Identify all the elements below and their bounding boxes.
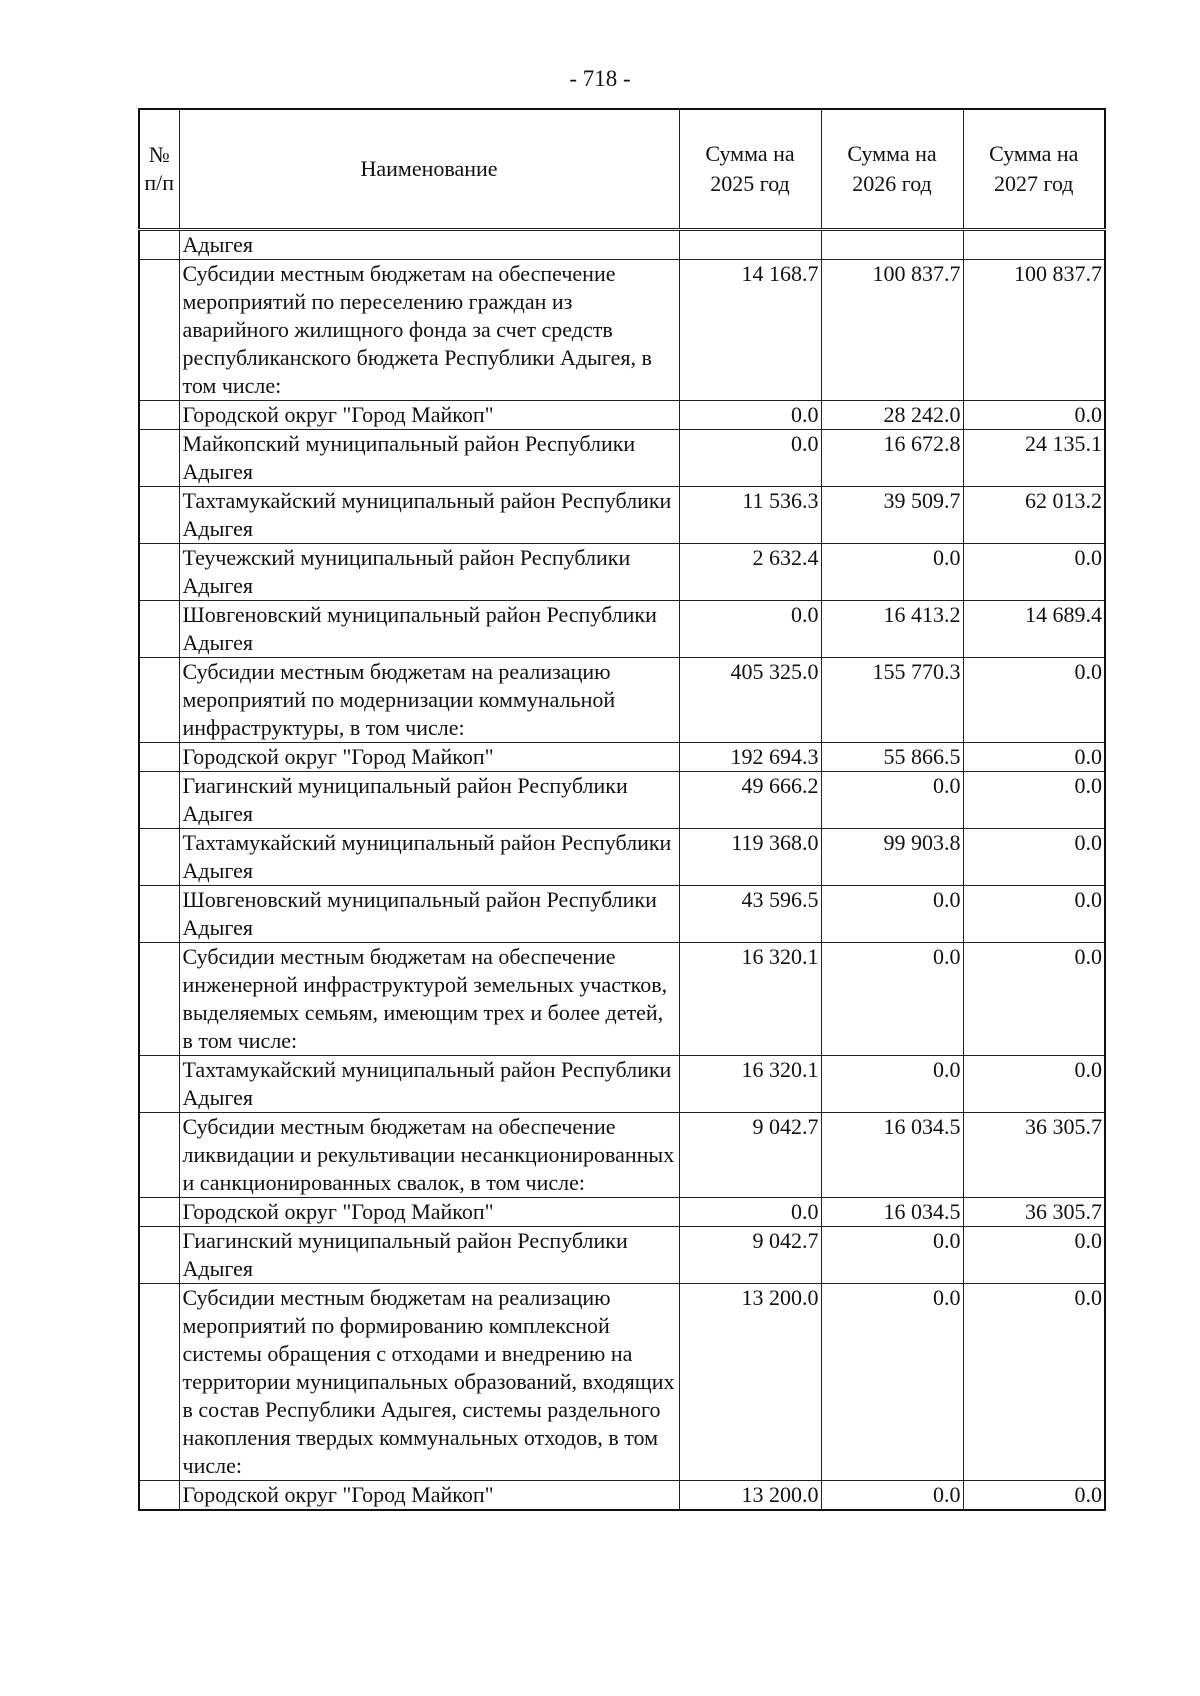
budget-table (138, 108, 1106, 1511)
row-number-cell (139, 1227, 179, 1284)
budget-table-container (138, 108, 1104, 1511)
row-sum-2026-cell: 16 034.5 (821, 1113, 963, 1198)
table-row (139, 1227, 1105, 1284)
row-number-cell (139, 260, 179, 401)
row-sum-2027-cell: 0.0 (963, 1056, 1105, 1113)
table-row (139, 1284, 1105, 1481)
row-sum-2026-cell: 100 837.7 (821, 260, 963, 401)
row-sum-2025-cell: 14 168.7 (679, 260, 821, 401)
row-number-cell (139, 1113, 179, 1198)
row-sum-2026-cell: 155 770.3 (821, 658, 963, 743)
row-sum-2027-cell: 0.0 (963, 943, 1105, 1056)
row-name-cell: Адыгея (179, 230, 679, 260)
row-sum-2025-cell: 0.0 (679, 430, 821, 487)
row-sum-2025-cell: 0.0 (679, 1198, 821, 1227)
row-name-cell: Субсидии местным бюджетам на обеспечение инженерной инфраструктурой земельных участков, выделяемых семьям, имеющим трех и более детей, в том числе: (179, 943, 679, 1056)
row-number-cell (139, 601, 179, 658)
row-name-cell: Субсидии местным бюджетам на обеспечение мероприятий по переселению граждан из аварийного жилищного фонда за счет средств республиканского бюджета Республики Адыгея, в том числе: (179, 260, 679, 401)
row-number-cell (139, 943, 179, 1056)
table-row (139, 601, 1105, 658)
row-sum-2025-cell: 16 320.1 (679, 1056, 821, 1113)
header-row (139, 109, 1105, 230)
row-sum-2025-cell: 9 042.7 (679, 1113, 821, 1198)
row-number-cell (139, 1056, 179, 1113)
row-number-cell (139, 1198, 179, 1227)
row-sum-2026-cell: 0.0 (821, 1284, 963, 1481)
row-sum-2027-cell: 0.0 (963, 1481, 1105, 1511)
table-row (139, 829, 1105, 886)
row-name-cell: Городской округ "Город Майкоп" (179, 1481, 679, 1511)
table-row (139, 260, 1105, 401)
row-sum-2027-cell: 0.0 (963, 658, 1105, 743)
row-sum-2026-cell: 39 509.7 (821, 487, 963, 544)
row-sum-2025-cell: 43 596.5 (679, 886, 821, 943)
row-sum-2027-cell: 0.0 (963, 743, 1105, 772)
row-sum-2026-cell: 0.0 (821, 886, 963, 943)
table-body (139, 230, 1105, 1511)
row-number-cell (139, 487, 179, 544)
row-sum-2026-cell: 28 242.0 (821, 401, 963, 430)
row-number-cell (139, 1284, 179, 1481)
row-name-cell: Субсидии местным бюджетам на реализацию мероприятий по формированию комплексной системы обращения с отходами и внедрению на территории муниципальных образований, входящих в состав Республики Адыгея, системы раздельного накопления твердых коммунальных отходов, в том числе: (179, 1284, 679, 1481)
row-sum-2027-cell: 0.0 (963, 886, 1105, 943)
row-number-cell (139, 430, 179, 487)
row-name-cell: Тахтамукайский муниципальный район Республики Адыгея (179, 829, 679, 886)
row-number-cell (139, 886, 179, 943)
row-number-cell (139, 544, 179, 601)
table-row (139, 1113, 1105, 1198)
row-sum-2027-cell: 0.0 (963, 401, 1105, 430)
row-number-cell (139, 1481, 179, 1511)
table-header (139, 109, 1105, 230)
row-sum-2026-cell: 16 672.8 (821, 430, 963, 487)
row-name-cell: Городской округ "Город Майкоп" (179, 401, 679, 430)
table-row (139, 1198, 1105, 1227)
row-name-cell: Городской округ "Город Майкоп" (179, 1198, 679, 1227)
row-sum-2026-cell: 0.0 (821, 772, 963, 829)
table-row (139, 487, 1105, 544)
row-sum-2027-cell: 36 305.7 (963, 1198, 1105, 1227)
row-name-cell: Гиагинский муниципальный район Республики Адыгея (179, 1227, 679, 1284)
row-sum-2027-cell: 0.0 (963, 772, 1105, 829)
row-sum-2026-cell: 99 903.8 (821, 829, 963, 886)
header-number: № п/п (139, 109, 179, 230)
row-sum-2026-cell: 0.0 (821, 544, 963, 601)
row-sum-2025-cell: 9 042.7 (679, 1227, 821, 1284)
row-number-cell (139, 658, 179, 743)
row-number-cell (139, 401, 179, 430)
row-sum-2026-cell: 16 034.5 (821, 1198, 963, 1227)
row-name-cell: Городской округ "Город Майкоп" (179, 743, 679, 772)
row-sum-2027-cell: 0.0 (963, 544, 1105, 601)
row-sum-2027-cell: 100 837.7 (963, 260, 1105, 401)
row-sum-2026-cell: 0.0 (821, 1056, 963, 1113)
row-sum-2025-cell: 16 320.1 (679, 943, 821, 1056)
row-name-cell: Тахтамукайский муниципальный район Республики Адыгея (179, 487, 679, 544)
row-sum-2027-cell: 14 689.4 (963, 601, 1105, 658)
row-sum-2026-cell: 16 413.2 (821, 601, 963, 658)
header-sum-2025: Сумма на 2025 год (679, 109, 821, 230)
row-sum-2025-cell: 2 632.4 (679, 544, 821, 601)
table-row (139, 401, 1105, 430)
header-name: Наименование (179, 109, 679, 230)
table-row (139, 430, 1105, 487)
page-number: - 718 - (569, 66, 631, 91)
row-name-cell: Майкопский муниципальный район Республики Адыгея (179, 430, 679, 487)
row-sum-2027-cell: 0.0 (963, 829, 1105, 886)
table-row (139, 544, 1105, 601)
row-sum-2026-cell (821, 230, 963, 260)
row-name-cell: Субсидии местным бюджетам на реализацию мероприятий по модернизации коммунальной инфраструктуры, в том числе: (179, 658, 679, 743)
row-sum-2026-cell: 0.0 (821, 1227, 963, 1284)
table-row (139, 1481, 1105, 1511)
row-name-cell: Шовгеновский муниципальный район Республики Адыгея (179, 601, 679, 658)
row-name-cell: Субсидии местным бюджетам на обеспечение ликвидации и рекультивации несанкционированных и санкционированных свалок, в том числе: (179, 1113, 679, 1198)
row-sum-2025-cell: 405 325.0 (679, 658, 821, 743)
row-sum-2027-cell (963, 230, 1105, 260)
row-sum-2025-cell: 0.0 (679, 601, 821, 658)
row-sum-2025-cell: 0.0 (679, 401, 821, 430)
table-row (139, 1056, 1105, 1113)
header-sum-2027: Сумма на 2027 год (963, 109, 1105, 230)
header-sum-2026: Сумма на 2026 год (821, 109, 963, 230)
row-number-cell (139, 743, 179, 772)
row-sum-2025-cell: 49 666.2 (679, 772, 821, 829)
row-name-cell: Шовгеновский муниципальный район Республики Адыгея (179, 886, 679, 943)
table-row (139, 772, 1105, 829)
row-sum-2025-cell: 13 200.0 (679, 1284, 821, 1481)
row-sum-2026-cell: 55 866.5 (821, 743, 963, 772)
row-sum-2027-cell: 36 305.7 (963, 1113, 1105, 1198)
table-row (139, 886, 1105, 943)
row-number-cell (139, 772, 179, 829)
row-name-cell: Тахтамукайский муниципальный район Республики Адыгея (179, 1056, 679, 1113)
table-row (139, 230, 1105, 260)
row-number-cell (139, 230, 179, 260)
table-row (139, 658, 1105, 743)
row-sum-2025-cell (679, 230, 821, 260)
row-sum-2026-cell: 0.0 (821, 1481, 963, 1511)
row-sum-2025-cell: 192 694.3 (679, 743, 821, 772)
row-sum-2027-cell: 0.0 (963, 1227, 1105, 1284)
table-row (139, 943, 1105, 1056)
row-name-cell: Гиагинский муниципальный район Республики Адыгея (179, 772, 679, 829)
row-sum-2027-cell: 62 013.2 (963, 487, 1105, 544)
table-row (139, 743, 1105, 772)
row-sum-2027-cell: 24 135.1 (963, 430, 1105, 487)
row-sum-2025-cell: 13 200.0 (679, 1481, 821, 1511)
row-number-cell (139, 829, 179, 886)
row-sum-2025-cell: 11 536.3 (679, 487, 821, 544)
row-sum-2027-cell: 0.0 (963, 1284, 1105, 1481)
row-sum-2025-cell: 119 368.0 (679, 829, 821, 886)
row-sum-2026-cell: 0.0 (821, 943, 963, 1056)
row-name-cell: Теучежский муниципальный район Республики Адыгея (179, 544, 679, 601)
